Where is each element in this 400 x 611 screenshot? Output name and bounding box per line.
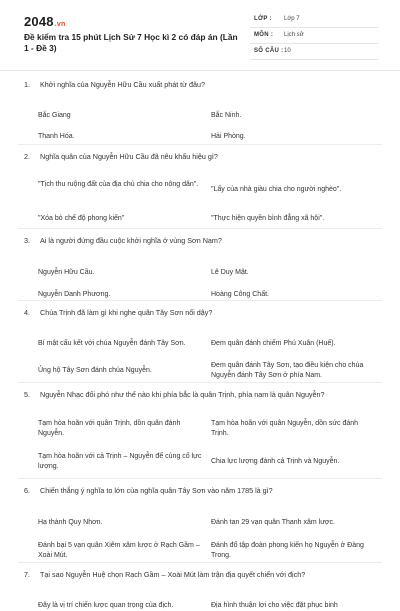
question-divider: [18, 562, 382, 563]
option-d[interactable]: Đem quân đánh Tây Sơn, tạo điều kiện cho chúa Nguyễn đánh Tây Sơn ở phía Nam.: [211, 362, 364, 379]
question-1: [24, 80, 384, 140]
header-divider: [0, 70, 400, 71]
question-divider: [18, 478, 382, 479]
option-a[interactable]: Đây là vị trí chiến lược quan trọng của địch.: [38, 602, 174, 609]
question-number: 5.: [24, 390, 30, 399]
meta-row-count: [250, 44, 378, 60]
option-d[interactable]: Chia lực lượng đánh cả Trịnh và Nguyễn.: [211, 458, 340, 465]
question-text: [24, 80, 384, 90]
question-number: 6.: [24, 486, 30, 495]
option-b[interactable]: "Lấy của nhà giàu chia cho người nghèo".: [211, 186, 342, 193]
question-text: [24, 390, 384, 400]
question-5: [24, 390, 384, 470]
question-text: [24, 236, 384, 246]
option-c[interactable]: Ủng hộ Tây Sơn đánh chúa Nguyễn.: [38, 367, 152, 374]
question-stem: Khởi nghĩa của Nguyễn Hữu Cầu xuất phát từ đâu?: [40, 80, 205, 89]
option-a[interactable]: Bắc Giang: [38, 112, 71, 119]
question-4: [24, 308, 384, 379]
option-b[interactable]: Bắc Ninh.: [211, 112, 242, 119]
question-divider: [18, 382, 382, 383]
option-b[interactable]: Địa hình thuận lợi cho việc đặt phục binh: [211, 602, 338, 609]
meta-row-subject: [250, 28, 378, 44]
question-stem: Tại sao Nguyễn Huệ chọn Rạch Gầm – Xoài Mút làm trận địa quyết chiến với địch?: [40, 570, 306, 579]
site-logo[interactable]: [24, 14, 65, 29]
option-b[interactable]: Lê Duy Mật.: [211, 269, 249, 276]
option-a[interactable]: Tạm hòa hoãn với quân Trịnh, dồn quân đánh Nguyễn.: [38, 420, 181, 437]
page-title: Đề kiểm tra 15 phút Lịch Sử 7 Học kì 2 có đáp án (Lần 1 - Đề 3): [24, 32, 238, 53]
meta-value: Lịch sử: [284, 32, 304, 38]
question-number: 1.: [24, 80, 30, 89]
option-b[interactable]: Đánh tan 29 vạn quân Thanh xâm lược.: [211, 519, 335, 526]
question-number: 2.: [24, 152, 30, 161]
meta-value: 10: [284, 48, 291, 54]
option-c[interactable]: Tạm hòa hoãn với cả Trịnh – Nguyễn để củng cố lực lượng.: [38, 453, 202, 470]
question-text: [24, 486, 384, 496]
question-divider: [18, 300, 382, 301]
question-text: [24, 570, 384, 580]
option-c[interactable]: Nguyễn Danh Phương.: [38, 291, 111, 298]
question-number: 4.: [24, 308, 30, 317]
logo-text: 2048: [24, 14, 54, 29]
question-stem: Ai là người đứng đầu cuộc khởi nghĩa ở vùng Sơn Nam?: [40, 236, 222, 245]
question-text: [24, 308, 384, 318]
question-divider: [18, 228, 382, 229]
question-6: [24, 486, 384, 559]
option-d[interactable]: Đánh đổ tập đoàn phong kiến họ Nguyễn ở Đàng Trong.: [211, 542, 364, 559]
option-c[interactable]: Thanh Hóa.: [38, 133, 75, 140]
meta-label: SỐ CÂU :: [254, 48, 284, 54]
header: [0, 0, 400, 70]
option-c[interactable]: "Xóa bỏ chế độ phong kiến": [38, 215, 125, 222]
option-d[interactable]: "Thực hiện quyền bình đẳng xã hội".: [211, 215, 325, 222]
option-d[interactable]: Hoàng Công Chất.: [211, 291, 269, 298]
question-number: 3.: [24, 236, 30, 245]
option-c[interactable]: Đánh bại 5 vạn quân Xiêm xâm lược ở Rạch Gầm – Xoài Mút.: [38, 542, 200, 559]
option-b[interactable]: Tạm hòa hoãn với quân Nguyễn, dồn sức đánh Trịnh.: [211, 420, 359, 437]
question-number: 7.: [24, 570, 30, 579]
question-3: [24, 236, 384, 298]
option-a[interactable]: Hạ thành Quy Nhơn.: [38, 519, 103, 526]
question-text: [24, 152, 384, 162]
meta-label: LỚP :: [254, 16, 272, 22]
option-a[interactable]: Bí mật cấu kết với chúa Nguyễn đánh Tây Sơn.: [38, 340, 186, 347]
question-stem: Nghĩa quân của Nguyễn Hữu Cầu đã nêu khẩu hiệu gì?: [40, 152, 218, 161]
meta-label: MÔN :: [254, 32, 274, 38]
logo-suffix: .vn: [54, 21, 66, 28]
option-a[interactable]: "Tịch thu ruộng đất của địa chủ chia cho nông dân".: [38, 181, 199, 188]
question-stem: Chúa Trịnh đã làm gì khi nghe quân Tây Sơn nổi dậy?: [40, 308, 213, 317]
question-7: [24, 570, 384, 609]
meta-row-class: [250, 12, 378, 28]
question-divider: [18, 144, 382, 145]
option-b[interactable]: Đem quân đánh chiếm Phú Xuân (Huế).: [211, 340, 336, 347]
question-stem: Chiến thắng ý nghĩa to lớn của nghĩa quân Tây Sơn vào năm 1785 là gì?: [40, 486, 273, 495]
option-d[interactable]: Hải Phòng.: [211, 133, 246, 140]
meta-value: Lớp 7: [284, 16, 300, 22]
option-a[interactable]: Nguyễn Hữu Cầu.: [38, 269, 95, 276]
meta-table: [250, 12, 378, 60]
question-2: [24, 152, 384, 222]
question-stem: Nguyễn Nhạc đối phó như thế nào khi phía bắc là quân Trịnh, phía nam là quân Nguyễn?: [40, 390, 325, 399]
